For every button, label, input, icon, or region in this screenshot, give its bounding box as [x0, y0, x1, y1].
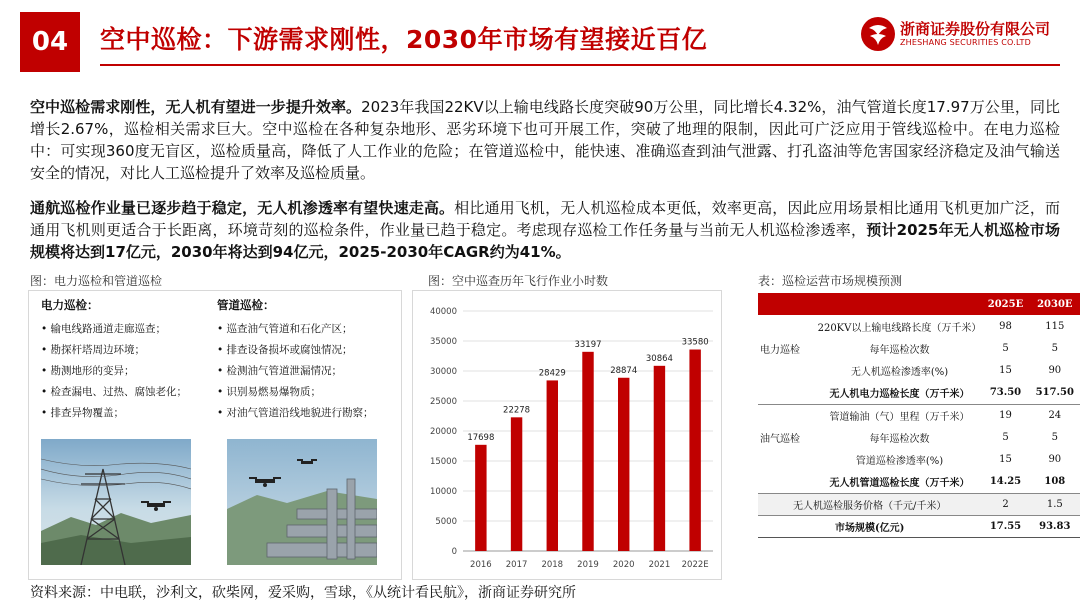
flight-hours-bar-chart: [413, 291, 723, 581]
x-tick-label: 2022E: [681, 560, 709, 570]
pipeline-drone-photo: [227, 439, 377, 565]
value-2025: 5: [1002, 342, 1009, 354]
value-2030: 93.83: [1030, 516, 1080, 538]
pipeline-inspection-title: 管道巡检：: [217, 298, 275, 312]
table-header-cell: 2030E: [1030, 293, 1080, 315]
zheshang-logo-icon: [860, 16, 896, 52]
data-label: 30864: [645, 353, 673, 364]
header-rule: [100, 64, 1060, 66]
paragraph-penetration: [30, 197, 1060, 263]
row-label: 管道巡检渗透率(%): [855, 456, 944, 468]
power-item: • 勘测地形的变异；: [41, 365, 135, 377]
value-2030: 5: [1051, 342, 1058, 354]
row-label: 市场规模(亿元): [758, 516, 981, 538]
table-row: [758, 404, 1080, 426]
y-tick-label: 30000: [429, 367, 457, 377]
power-line-drone-photo: [41, 439, 191, 565]
figure-left-caption: 图：电力巡检和管道巡检: [30, 274, 163, 288]
x-tick-label: 2016: [470, 560, 492, 570]
bar: [689, 350, 700, 551]
row-label: 管道输油（气）里程（万千米）: [829, 412, 970, 424]
pipeline-inspection-list: [217, 297, 374, 424]
bar: [475, 445, 486, 551]
oil-group-label: 油气巡检: [760, 434, 800, 446]
table-caption: 表：巡检运营市场规模预测: [758, 274, 903, 288]
pipeline-item: • 检测油气管道泄漏情况；: [217, 365, 343, 377]
data-label: 28429: [538, 368, 566, 379]
power-inspection-list: [41, 297, 187, 424]
inspection-types-panel: [28, 290, 402, 580]
row-label: 无人机管道巡检长度（万千米）: [818, 471, 982, 493]
y-tick-label: 15000: [429, 457, 457, 467]
data-label: 33197: [574, 339, 602, 350]
pipeline-item: • 对油气管道沿线地貌进行勘察；: [217, 407, 374, 419]
x-tick-label: 2017: [505, 560, 528, 570]
table-header-row: [758, 293, 1080, 315]
table-row: [758, 493, 1080, 515]
table-row-total: [758, 471, 1080, 493]
value-2025: 19: [999, 410, 1012, 422]
bar: [654, 366, 665, 551]
table-header-cell: [758, 293, 818, 315]
paragraph-demand: [30, 96, 1060, 184]
data-label: 33580: [681, 337, 709, 348]
market-forecast-table-wrap: [758, 293, 1080, 538]
pipeline-item: • 识别易燃易爆物质；: [217, 386, 322, 398]
data-label: 22278: [503, 405, 531, 416]
power-group-label: 电力巡检: [760, 344, 800, 356]
pipeline-item: • 巡查油气管道和石化产区；: [217, 323, 353, 335]
paragraph-penetration-forecast: 预计2025年无人机巡检市场规模将达到17亿元，2030年将达到94亿元，2025-2030年CAGR约为41%。: [30, 221, 1061, 261]
value-2030: 108: [1030, 471, 1080, 493]
value-2030: 5: [1051, 432, 1058, 444]
table-header-cell: [818, 293, 982, 315]
value-2030: 24: [1048, 410, 1062, 422]
chart-caption: 图：空中巡查历年飞行作业小时数: [428, 274, 609, 288]
paragraph-penetration-body: 相比通用飞机，无人机巡检成本更低，效率更高，因此应用场景相比通用飞机更加广泛，而通用飞机则更适合于长距离，环境苛刻的巡检条件，作业量已趋于稳定。考虑现存巡检工作任务量与当前无人机巡检渗透率，: [30, 199, 1060, 239]
logo-company-name: 浙商证券股份有限公司: [900, 20, 1051, 38]
section-number: 04: [20, 12, 80, 72]
row-label: 每年巡检次数: [869, 434, 930, 446]
pipeline-item: • 排查设备损坏或腐蚀情况；: [217, 344, 353, 356]
data-label: 17698: [467, 432, 495, 443]
bar: [618, 378, 629, 551]
value-2025: 98: [999, 320, 1012, 332]
page-title: 空中巡检：下游需求刚性，2030年市场有望接近百亿: [100, 25, 708, 54]
value-2025: 73.50: [981, 382, 1029, 404]
value-2025: 15: [999, 365, 1012, 377]
logo-company-name-en: ZHESHANG SECURITIES CO.LTD: [900, 38, 1031, 47]
value-2030: 90: [1048, 365, 1062, 377]
y-tick-label: 35000: [429, 337, 457, 347]
row-label: 无人机巡检渗透率(%): [850, 367, 949, 379]
bar: [582, 352, 593, 551]
bar: [511, 417, 522, 551]
value-2025: 14.25: [981, 471, 1029, 493]
x-tick-label: 2019: [577, 560, 599, 570]
table-row-total: [758, 382, 1080, 404]
value-2025: 5: [1002, 432, 1009, 444]
value-2025: 15: [999, 454, 1012, 466]
row-label: 无人机巡检服务价格（千元/千米）: [758, 493, 981, 515]
x-tick-label: 2020: [612, 560, 635, 570]
market-forecast-table: [758, 293, 1080, 538]
power-item: • 输电线路通道走廊巡查；: [41, 323, 167, 335]
value-2030: 517.50: [1030, 382, 1080, 404]
y-tick-label: 25000: [429, 397, 457, 407]
paragraph-penetration-lead: 通航巡检作业量已逐步趋于稳定，无人机渗透率有望快速走高。: [30, 199, 455, 217]
table-header-cell: 2025E: [981, 293, 1029, 315]
value-2030: 1.5: [1030, 493, 1080, 515]
value-2025: 2: [981, 493, 1029, 515]
value-2030: 115: [1045, 320, 1065, 332]
x-tick-label: 2021: [648, 560, 671, 570]
source-note: 资料来源：中电联，沙利文，砍柴网，爱采购，雪球，《从统计看民航》，浙商证券研究所: [30, 585, 576, 601]
table-row: [758, 315, 1080, 337]
table-row-market-size: [758, 516, 1080, 538]
y-tick-label: 0: [451, 547, 457, 557]
power-item: • 排查异物覆盖；: [41, 407, 125, 419]
row-label: 220KV以上输电线路长度（万千米）: [817, 322, 982, 334]
x-tick-label: 2018: [541, 560, 564, 570]
y-tick-label: 20000: [429, 427, 457, 437]
y-tick-label: 10000: [429, 487, 457, 497]
row-label: 无人机电力巡检长度（万千米）: [818, 382, 982, 404]
flight-hours-chart: [412, 290, 722, 580]
data-label: 28874: [610, 365, 638, 376]
company-logo: [860, 16, 1070, 56]
value-2030: 90: [1048, 454, 1062, 466]
paragraph-demand-body: 2023年我国22KV以上输电线路长度突破90万公里，同比增长4.32%，油气管道长度17.97万公里，同比增长2.67%，巡检相关需求巨大。空中巡检在各种复杂地形、恶劣环境下也可开展工作，突破了地理的限制，因此可广泛应用于管线巡检中。在电力巡检中：可实现360度无盲区，巡检质量高，降低了人工作业的危险；在管道巡检中，能快速、准确巡查到油气泄露、打孔盗油等危害国家经济稳定及油气输送安全的情况，对比人工巡检提升了效率及巡检质量。: [30, 98, 1060, 182]
power-item: • 检查漏电、过热、腐蚀老化；: [41, 386, 188, 398]
y-tick-label: 5000: [435, 517, 457, 527]
y-tick-label: 40000: [429, 307, 457, 317]
slide-header: [0, 0, 1080, 78]
power-inspection-title: 电力巡检：: [41, 298, 99, 312]
row-label: 每年巡检次数: [869, 344, 930, 356]
bar: [547, 380, 558, 551]
value-2025: 17.55: [981, 516, 1029, 538]
paragraph-demand-lead: 空中巡检需求刚性，无人机有望进一步提升效率。: [30, 98, 362, 116]
power-item: • 勘探杆塔周边环境；: [41, 344, 146, 356]
